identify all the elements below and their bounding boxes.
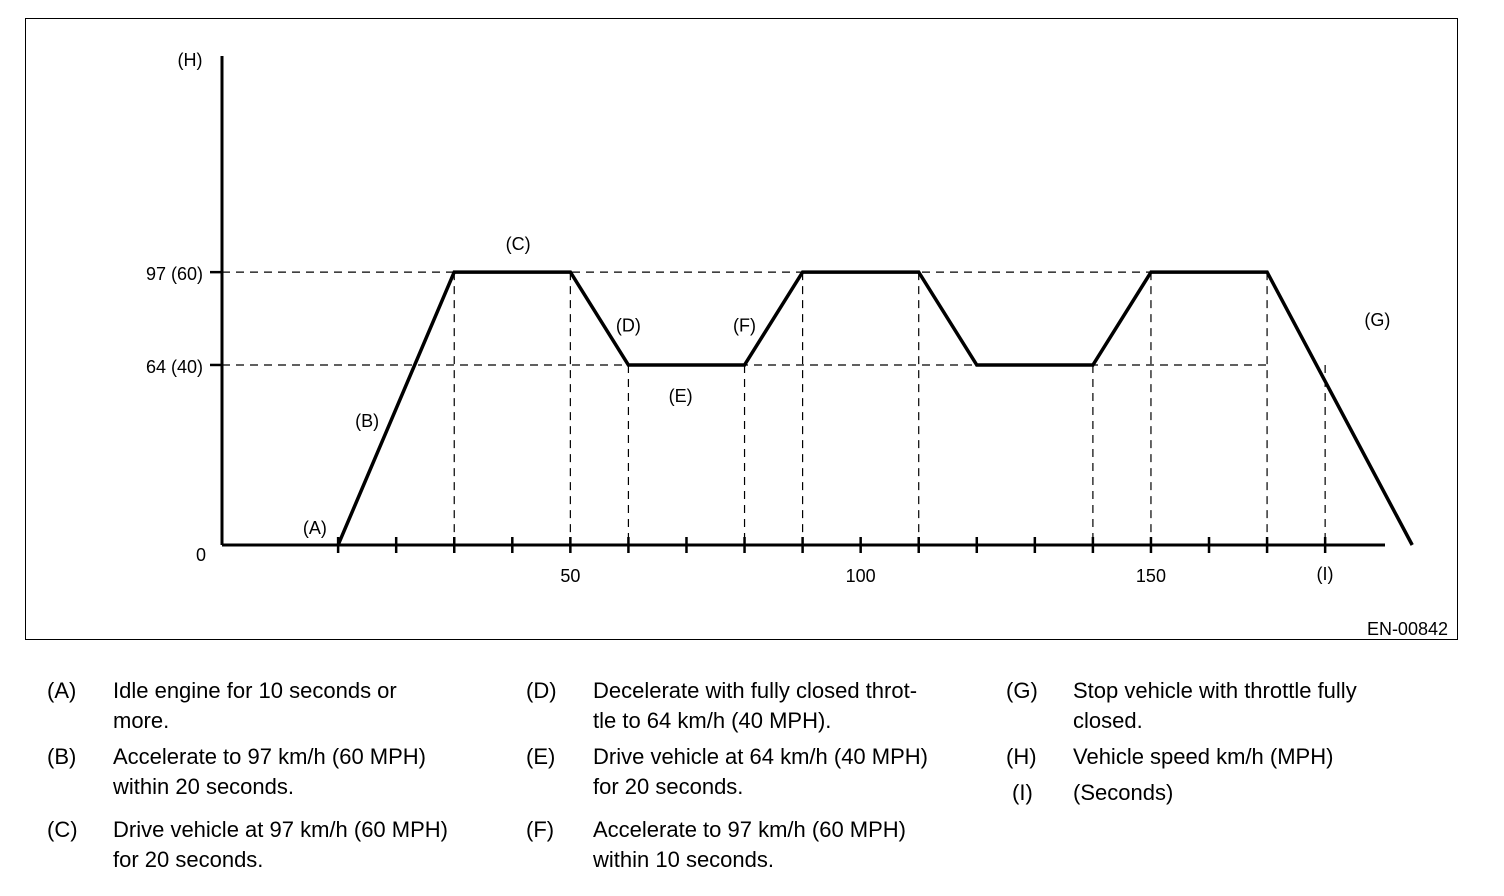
legend-text: Idle engine for 10 seconds or more. [113,678,397,733]
figure-code: EN-00842 [1366,619,1448,639]
legend-text: Decelerate with fully closed throt- tle to 64 km/h (40 MPH). [593,678,918,733]
legend-item-d [526,676,976,740]
legend-code: (A) [47,678,77,703]
legend-item-i [1006,778,1426,810]
legend-code: (E) [526,744,556,769]
segment-label: (C) [505,234,531,255]
legend-item-b [47,742,487,806]
legend-code: (H) [1006,744,1037,769]
legend-text: Stop vehicle with throttle fully closed. [1073,678,1357,733]
legend-text: Vehicle speed km/h (MPH) [1073,744,1334,769]
legend-text: (Seconds) [1073,780,1174,805]
legend-text: Drive vehicle at 97 km/h (60 MPH) for 20 seconds. [113,817,448,872]
series-group [338,272,1412,545]
legend [0,672,1504,892]
legend-item-e [526,742,976,806]
legend-code: (G) [1006,678,1038,703]
segment-label: (G) [1364,309,1391,330]
x-tick-label: 100 [845,566,876,586]
legend-code: (I) [1012,780,1033,805]
legend-text: Accelerate to 97 km/h (60 MPH) within 20 seconds. [113,744,427,799]
legend-code: (D) [526,678,557,703]
segment-label: (A) [302,518,327,539]
y-tick-label: 97 (60) [145,264,203,285]
speed-series-line [338,272,1412,545]
legend-text: Accelerate to 97 km/h (60 MPH) within 10 seconds. [593,817,907,872]
x-axis-label: (I) [1316,564,1334,584]
y-tick-label: 64 (40) [145,356,203,377]
legend-item-h [1006,742,1426,774]
legend-item-c [47,815,487,879]
guide-lines [222,272,1325,545]
legend-code: (C) [47,817,78,842]
legend-text: Drive vehicle at 64 km/h (40 MPH) for 20 seconds. [593,744,928,799]
legend-item-g [1006,676,1426,740]
segment-label: (B) [355,411,380,432]
segment-label: (F) [733,315,757,336]
legend-code: (B) [47,744,77,769]
legend-code: (F) [526,817,555,842]
y-tick-label: 0 [195,545,206,565]
labels-group [303,234,1390,538]
x-tick-label: 150 [1135,566,1166,586]
legend-item-f [526,815,976,879]
segment-label: (D) [615,315,641,336]
x-tick-label: 50 [560,566,581,586]
y-axis-label: (H) [177,50,203,70]
axes [146,50,1385,586]
legend-item-a [47,676,487,740]
segment-label: (E) [668,385,693,406]
